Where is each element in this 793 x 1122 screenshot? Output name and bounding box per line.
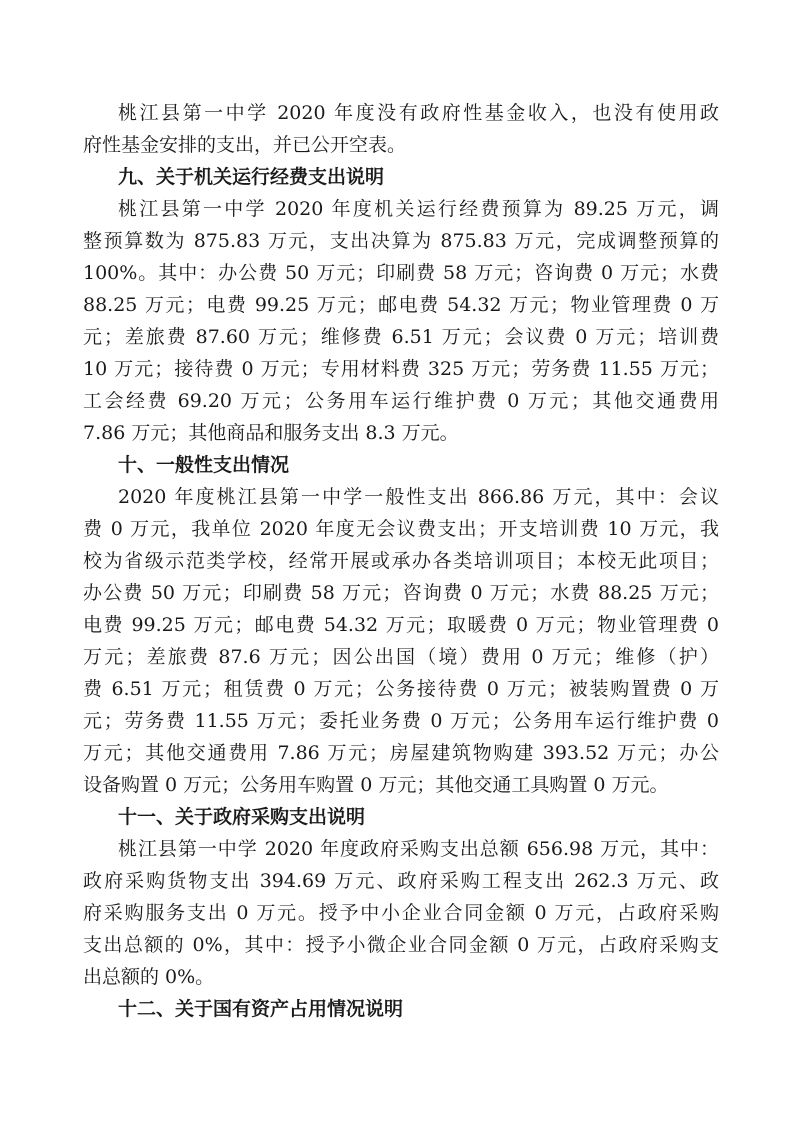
paragraph-line: 支出总额的 0%，其中：授予小微企业合同金额 0 万元，占政府采购支	[83, 934, 719, 956]
paragraph-line: 工会经费 69.20 万元；公务用车运行维护费 0 万元；其他交通费用	[83, 390, 719, 412]
section-heading: 十、一般性支出情况	[118, 454, 290, 476]
paragraph-line: 桃江县第一中学 2020 年度没有政府性基金收入，也没有使用政	[118, 102, 719, 124]
section-heading: 十二、关于国有资产占用情况说明	[118, 998, 404, 1020]
paragraph-line: 费 6.51 万元；租赁费 0 万元；公务接待费 0 万元；被装购置费 0 万	[83, 678, 719, 700]
paragraph-line: 元；差旅费 87.60 万元；维修费 6.51 万元；会议费 0 万元；培训费	[83, 326, 719, 348]
paragraph-line: 校为省级示范类学校，经常开展或承办各类培训项目；本校无此项目；	[83, 550, 719, 572]
paragraph-line: 府性基金安排的支出，并已公开空表。	[83, 134, 407, 156]
paragraph-line: 费 0 万元，我单位 2020 年度无会议费支出；开支培训费 10 万元，我	[83, 518, 719, 540]
paragraph-line: 政府采购货物支出 394.69 万元、政府采购工程支出 262.3 万元、政	[83, 870, 719, 892]
paragraph-line: 整预算数为 875.83 万元，支出决算为 875.83 万元，完成调整预算的	[83, 230, 719, 252]
paragraph-line: 88.25 万元；电费 99.25 万元；邮电费 54.32 万元；物业管理费 0 万	[83, 294, 719, 316]
paragraph-line: 10 万元；接待费 0 万元；专用材料费 325 万元；劳务费 11.55 万元；	[83, 358, 719, 380]
paragraph-line: 桃江县第一中学 2020 年度政府采购支出总额 656.98 万元，其中：	[118, 838, 719, 860]
paragraph-line: 设备购置 0 万元；公务用车购置 0 万元；其他交通工具购置 0 万元。	[83, 774, 669, 796]
paragraph-line: 100%。其中：办公费 50 万元；印刷费 58 万元；咨询费 0 万元；水费	[83, 262, 719, 284]
paragraph-line: 万元；差旅费 87.6 万元；因公出国（境）费用 0 万元；维修（护）	[83, 646, 719, 668]
paragraph-line: 办公费 50 万元；印刷费 58 万元；咨询费 0 万元；水费 88.25 万元；	[83, 582, 719, 604]
paragraph-line: 桃江县第一中学 2020 年度机关运行经费预算为 89.25 万元，调	[118, 198, 719, 220]
document-page	[83, 97, 719, 1025]
paragraph-line: 府采购服务支出 0 万元。授予中小企业合同金额 0 万元，占政府采购	[83, 902, 719, 924]
paragraph-line: 电费 99.25 万元；邮电费 54.32 万元；取暖费 0 万元；物业管理费 0	[83, 614, 719, 636]
paragraph-line: 出总额的 0%。	[83, 966, 215, 988]
paragraph-line: 元；劳务费 11.55 万元；委托业务费 0 万元；公务用车运行维护费 0	[83, 710, 719, 732]
paragraph-line: 7.86 万元；其他商品和服务支出 8.3 万元。	[83, 422, 459, 444]
section-heading: 十一、关于政府采购支出说明	[118, 806, 366, 828]
section-heading: 九、关于机关运行经费支出说明	[118, 166, 385, 188]
paragraph-line: 2020 年度桃江县第一中学一般性支出 866.86 万元，其中：会议	[118, 486, 719, 508]
paragraph-line: 万元；其他交通费用 7.86 万元；房屋建筑物购建 393.52 万元；办公	[83, 742, 719, 764]
